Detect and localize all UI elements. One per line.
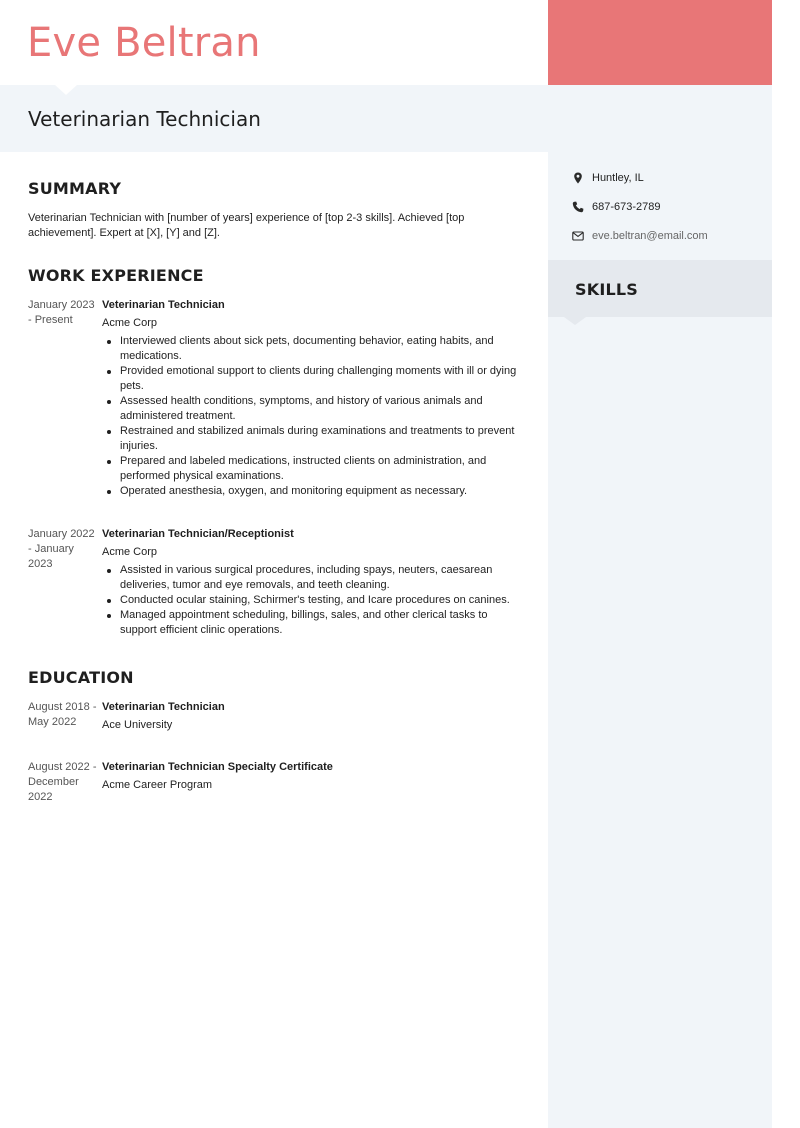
summary-heading: SUMMARY: [28, 179, 122, 198]
phone-icon: [572, 201, 584, 213]
entry-org: Ace University: [102, 719, 173, 731]
entry-date: January 2023 - Present: [28, 299, 95, 326]
bullet-item: Assessed health conditions, symptoms, and history of various animals and administered treatment.: [102, 394, 522, 424]
contact-location: [572, 170, 762, 186]
entry-org: Acme Corp: [102, 317, 158, 329]
entry-date: January 2022 - January 2023: [28, 528, 95, 570]
accent-block: [548, 0, 772, 85]
entry-body: [102, 700, 522, 733]
location-text: Huntley, IL: [592, 172, 644, 184]
bullet-item: Restrained and stabilized animals during examinations and treatments to prevent injuries.: [102, 424, 522, 454]
education-heading: EDUCATION: [28, 668, 134, 687]
bullet-item: Prepared and labeled medications, instructed clients on administration, and performed physical examinations.: [102, 454, 522, 484]
bullet-item: Interviewed clients about sick pets, documenting behavior, eating habits, and medications.: [102, 334, 522, 364]
bullet-item: Provided emotional support to clients during challenging moments with ill or dying pets.: [102, 364, 522, 394]
map-pin-icon: [572, 172, 584, 184]
entry-body: [102, 760, 522, 793]
entry-bullets: [102, 563, 522, 638]
entry-title: Veterinarian Technician: [102, 701, 225, 713]
entry-body: [102, 298, 522, 499]
work-experience-heading: WORK EXPERIENCE: [28, 266, 204, 285]
summary-text: Veterinarian Technician with [number of years] experience of [top 2-3 skills]. Achieved [top achievement]. Expert at [X], [Y] and [Z].: [28, 212, 465, 239]
title-notch: [55, 85, 77, 95]
bullet-item: Managed appointment scheduling, billings, sales, and other clerical tasks to support efficient clinic operations.: [102, 608, 522, 638]
entry-body: [102, 527, 522, 638]
phone-text: 687-673-2789: [592, 201, 661, 213]
entry-title: Veterinarian Technician Specialty Certificate: [102, 761, 333, 773]
entry-org: Acme Career Program: [102, 779, 213, 791]
bullet-item: Operated anesthesia, oxygen, and monitoring equipment as necessary.: [102, 484, 522, 499]
entry-org: Acme Corp: [102, 546, 158, 558]
bullet-item: Assisted in various surgical procedures, including spays, neuters, caesarean deliveries, tumor and eye removals, and teeth cleaning.: [102, 563, 522, 593]
entry-date: August 2018 - May 2022: [28, 701, 97, 728]
entry-title: Veterinarian Technician/Receptionist: [102, 528, 294, 540]
email-link[interactable]: eve.beltran@email.com: [592, 230, 708, 242]
envelope-icon: [572, 230, 584, 242]
contact-phone: [572, 199, 762, 215]
entry-date: August 2022 - December 2022: [28, 761, 97, 803]
bullet-item: Conducted ocular staining, Schirmer's testing, and Icare procedures on canines.: [102, 593, 522, 608]
entry-bullets: [102, 334, 522, 499]
job-title: Veterinarian Technician: [28, 107, 261, 131]
skills-heading: SKILLS: [575, 280, 638, 299]
entry-title: Veterinarian Technician: [102, 299, 225, 311]
contact-email[interactable]: [572, 228, 762, 244]
candidate-name: Eve Beltran: [27, 20, 261, 66]
skills-notch: [564, 317, 586, 325]
